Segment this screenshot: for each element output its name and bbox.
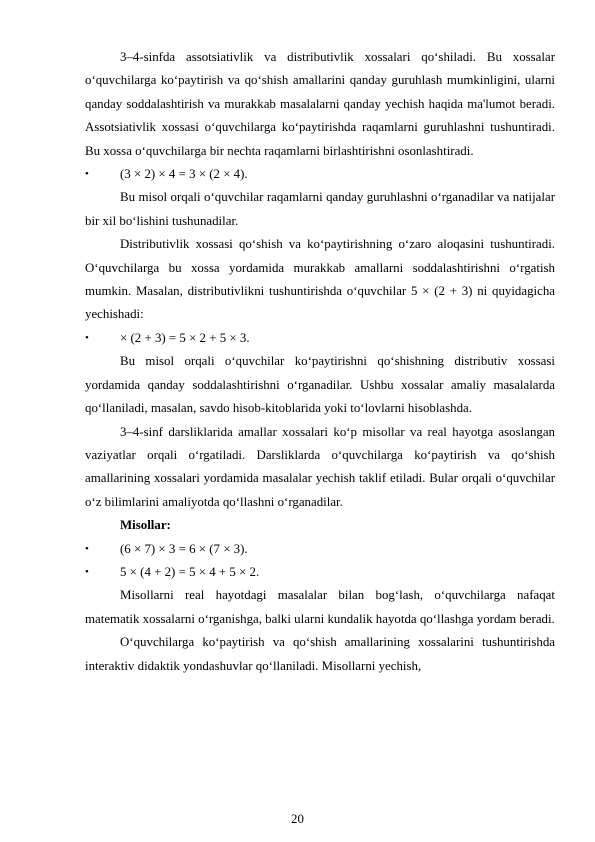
paragraph: Misollarni real hayotdagi masalalar bilan bog‘lash, o‘quvchilarga nafaqat matematik xossalarni o‘rganishga, balki ularni kundalik hayotda qo‘llashga yordam beradi. <box>85 588 555 626</box>
section-heading: Misollar: <box>120 518 171 533</box>
bullet-item <box>85 327 555 350</box>
paragraph: Bu misol orqali o‘quvchilar ko‘paytirishni qo‘shishning distributiv xossasi yordamida qanday soddalashtirishni o‘rganadilar. Ushbu xossalar amaliy masalalarda qo‘llaniladi, masalan, savdo hisob-kitoblarida yoki to‘lovlarni hisoblashda. <box>85 354 555 416</box>
bullet-marker: • <box>85 168 89 181</box>
paragraph: O‘quvchilarga ko‘paytirish va qo‘shish amallarining xossalarini tushuntirishda interaktiv didaktik yondashuvlar qo‘llaniladi. Misollarni yechish, <box>85 635 555 673</box>
paragraph: Bu misol orqali o‘quvchilar raqamlarni qanday guruhlashni o‘rganadilar va natijalar bir xil bo‘lishini tushunadilar. <box>85 190 555 228</box>
bullet-marker: • <box>85 542 89 555</box>
bullet-item <box>85 538 555 561</box>
bullet-item <box>85 561 555 584</box>
page-number: 20 <box>291 812 304 826</box>
bullet-text: × (2 + 3) = 5 × 2 + 5 × 3. <box>120 330 250 345</box>
bullet-marker: • <box>85 565 89 578</box>
bullet-marker: • <box>85 331 89 344</box>
paragraph: 3–4-sinf darsliklarida amallar xossalari ko‘p misollar va real hayotga asoslangan vaziyatlar orqali o‘rgatiladi. Darsliklarda o‘quvchilarga ko‘paytirish va qo‘shish amallarining xossalari yordamida masalalar yechish taklif etiladi. Bular orqali o‘quvchilar o‘z bilimlarini amaliyotda qo‘llashni o‘rganadilar. <box>85 424 555 509</box>
paragraph: 3–4-sinfda assotsiativlik va distributivlik xossalari qo‘shiladi. Bu xossalar o‘quvchilarga ko‘paytirish va qo‘shish amallarini qanday guruhlash mumkinligini, ularni qanday soddalashtirish va murakkab masalalarni qanday yechish haqida ma'lumot beradi. Assotsiativlik xossasi o‘quvchilarga ko‘paytirishda raqamlarni guruhlashni tushuntiradi. Bu xossa o‘quvchilarga bir nechta raqamlarni birlashtirishni osonlashtiradi. <box>85 50 555 158</box>
paragraph: Distributivlik xossasi qo‘shish va ko‘paytirishning o‘zaro aloqasini tushuntiradi. O‘quvchilarga bu xossa yordamida murakkab amallarni soddalashtirishni o‘rgatish mumkin. Masalan, distributivlikni tushuntirishda o‘quvchilar 5 × (2 + 3) ni quyidagicha yechishadi: <box>85 237 555 322</box>
document-body <box>85 46 555 678</box>
bullet-text: (6 × 7) × 3 = 6 × (7 × 3). <box>120 541 248 556</box>
bullet-item <box>85 163 555 186</box>
bullet-text: (3 × 2) × 4 = 3 × (2 × 4). <box>120 167 248 182</box>
bullet-text: 5 × (4 + 2) = 5 × 4 + 5 × 2. <box>120 564 260 579</box>
